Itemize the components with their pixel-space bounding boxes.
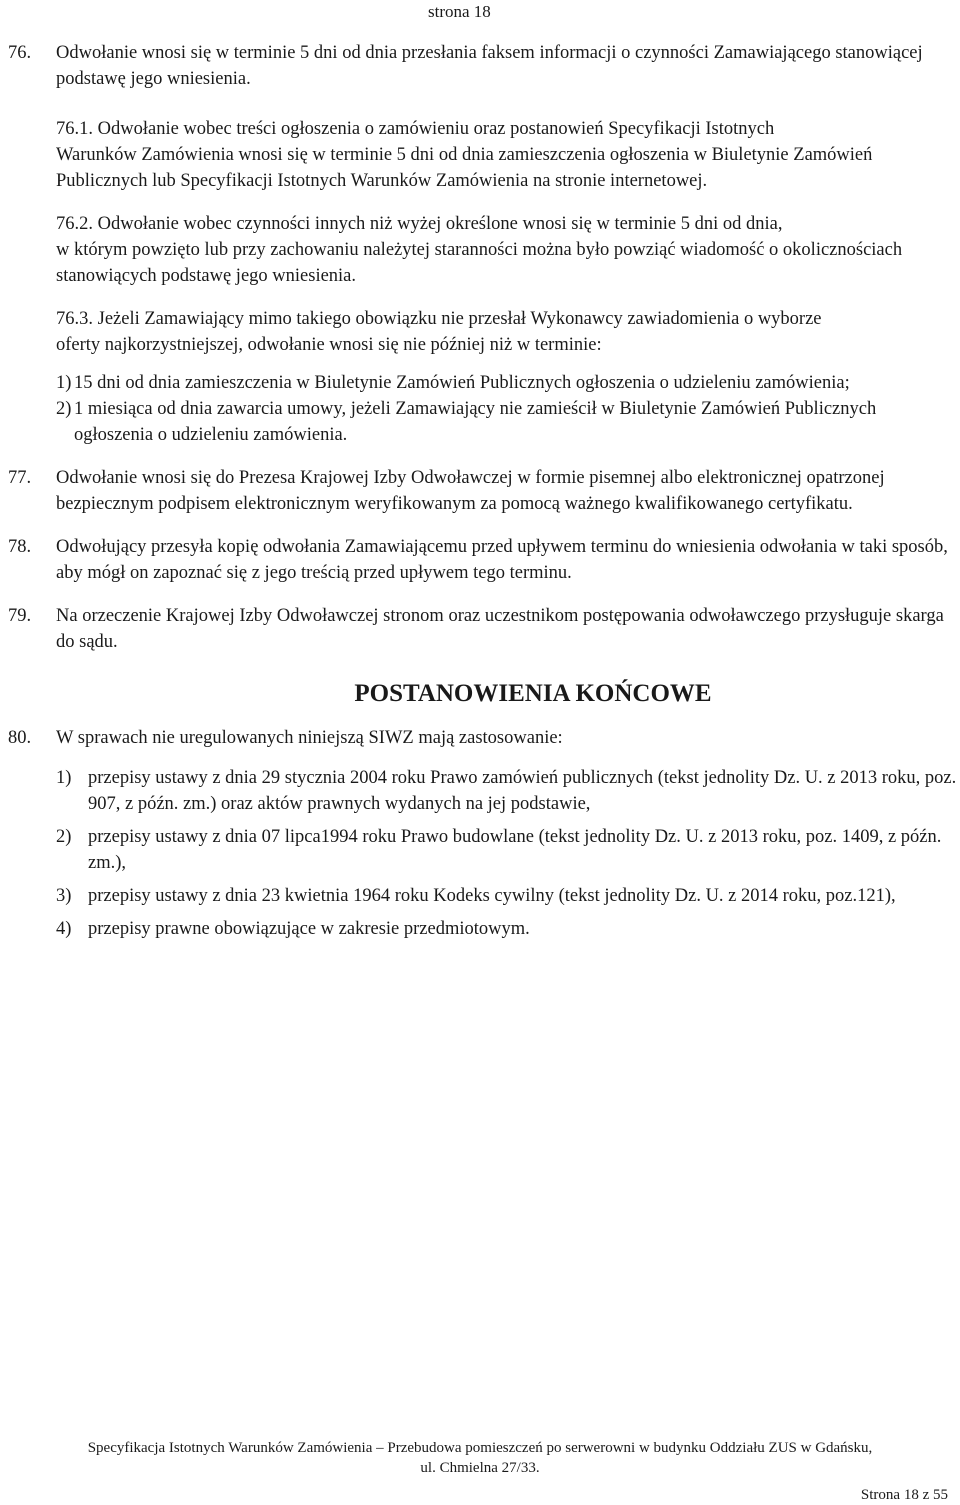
list-item-text: 1 miesiąca od dnia zawarcia umowy, jeżeli Zamawiający nie zamieścił w Biuletynie Zamówień Publicznych ogłoszenia o udzieleniu zamówienia. [74, 399, 877, 445]
paragraph-text-first-line: Odwołanie wobec czynności innych niż wyżej określone wnosi się w terminie 5 dni od dnia, [97, 214, 783, 234]
paragraph-76-2 [8, 211, 958, 289]
footer-address: ul. Chmielna 27/33. [420, 1460, 540, 1476]
paragraph-number: 76.2. [56, 214, 93, 234]
paragraph-text: Odwołanie wnosi się do Prezesa Krajowej Izby Odwoławczej w formie pisemnej albo elektronicznej opatrzonej bezpiecznym podpisem elektronicznym weryfikowanym za pomocą ważnego kwalifikowanego certyfikatu. [56, 468, 885, 514]
list-item [8, 765, 958, 817]
list-item-number: 2) [56, 399, 72, 419]
list-item-number: 2) [56, 827, 72, 847]
applicable-law-list [8, 765, 958, 942]
list-item [56, 396, 958, 448]
page-header: strona 18 [428, 2, 491, 21]
list-item-number: 4) [56, 919, 72, 939]
list-item-text: przepisy ustawy z dnia 07 lipca1994 roku Prawo budowlane (tekst jednolity Dz. U. z 2013 roku, poz. 1409, z późn. zm.), [88, 827, 942, 873]
list-item-text: przepisy ustawy z dnia 29 stycznia 2004 roku Prawo zamówień publicznych (tekst jednolity Dz. U. z 2013 roku, poz. 907, z późn. zm.) oraz aktów prawnych wydanych na jej podstawie, [88, 768, 957, 814]
paragraph-text: W sprawach nie uregulowanych niniejszą SIWZ mają zastosowanie: [56, 728, 563, 748]
paragraph-text: Na orzeczenie Krajowej Izby Odwoławczej stronom oraz uczestnikom postępowania odwoławczego przysługuje skarga do sądu. [56, 606, 944, 652]
section-heading: POSTANOWIENIA KOŃCOWE [354, 680, 712, 707]
list-item-number: 3) [56, 886, 72, 906]
paragraph-text: Odwołujący przesyła kopię odwołania Zamawiającemu przed upływem terminu do wniesienia odwołania w taki sposób, aby mógł on zapoznać się z jego treścią przed upływem tego terminu. [56, 537, 948, 583]
paragraph-76-1 [8, 116, 958, 194]
paragraph-number: 76.3. [56, 309, 93, 329]
paragraph-79 [8, 603, 958, 655]
list-item-text: przepisy ustawy z dnia 23 kwietnia 1964 roku Kodeks cywilny (tekst jednolity Dz. U. z 2014 roku, poz.121), [88, 886, 896, 906]
page-counter: Strona 18 z 55 [860, 1487, 948, 1503]
list-item-text: 15 dni od dnia zamieszczenia w Biuletynie Zamówień Publicznych ogłoszenia o udzieleniu zamówienia; [74, 373, 850, 393]
paragraph-text-first-line: Jeżeli Zamawiający mimo takiego obowiązku nie przesłał Wykonawcy zawiadomienia o wyborze [97, 309, 822, 329]
paragraph-text-continued: w którym powzięto lub przy zachowaniu należytej staranności można było powziąć wiadomość o okolicznościach stanowiących podstawę jego wniesienia. [56, 240, 903, 286]
paragraph-78 [8, 534, 958, 586]
document-body [8, 40, 958, 949]
paragraph-80 [8, 725, 958, 751]
list-item [8, 824, 958, 876]
paragraph-text: Odwołanie wnosi się w terminie 5 dni od dnia przesłania faksem informacji o czynności Zamawiającego stanowiącej podstawę jego wniesienia. [56, 43, 923, 89]
paragraph-number: 77. [8, 468, 32, 488]
paragraph-number: 76.1. [56, 119, 93, 139]
list-item-number: 1) [56, 373, 72, 393]
paragraph-number: 76. [8, 43, 32, 63]
list-item [56, 370, 958, 396]
list-item [8, 883, 958, 909]
list-item [8, 916, 958, 942]
paragraph-text-continued: oferty najkorzystniejszej, odwołanie wnosi się nie później niż w terminie: [56, 335, 602, 355]
footer-title: Specyfikacja Istotnych Warunków Zamówienia – Przebudowa pomieszczeń po serwerowni w budynku Oddziału ZUS w Gdańsku, [87, 1440, 873, 1456]
paragraph-text-continued: Warunków Zamówienia wnosi się w terminie 5 dni od dnia zamieszczenia ogłoszenia w Biuletynie Zamówień Publicznych lub Specyfikacji Istotnych Warunków Zamówienia na stronie internetowej. [56, 145, 873, 191]
deadline-list [56, 370, 958, 448]
page-footer [0, 1438, 960, 1478]
list-item-text: przepisy prawne obowiązujące w zakresie przedmiotowym. [88, 919, 530, 939]
paragraph-77 [8, 465, 958, 517]
paragraph-76-3 [8, 306, 958, 448]
paragraph-text-first-line: Odwołanie wobec treści ogłoszenia o zamówieniu oraz postanowień Specyfikacji Istotnych [97, 119, 775, 139]
paragraph-76 [8, 40, 958, 92]
paragraph-number: 80. [8, 728, 32, 748]
paragraph-number: 79. [8, 606, 32, 626]
paragraph-number: 78. [8, 537, 32, 557]
list-item-number: 1) [56, 768, 72, 788]
